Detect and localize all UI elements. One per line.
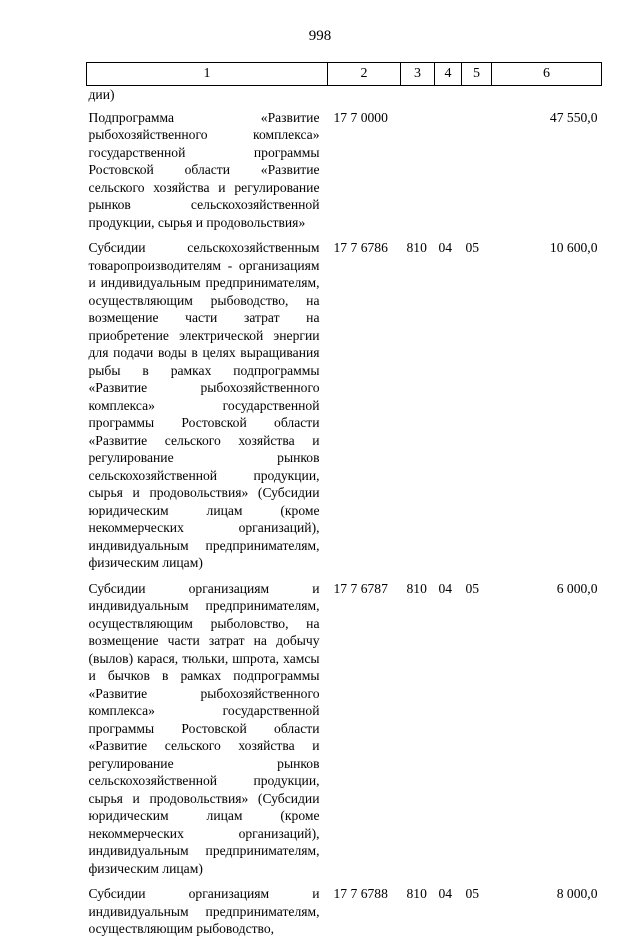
row-expense-type: 810 [406,886,427,901]
row-amount: 6 000,0 [556,580,598,596]
table-header-row [87,63,602,86]
table-row [87,234,602,575]
row-amount: 47 550,0 [549,109,598,125]
header-col-2: 2 [328,63,401,86]
row-subsection: 05 [465,580,480,596]
row-description: Подпрограмма «Развитие рыбохозяйственного комплекса» государственной программы Ростовской области «Развитие сельского хозяйства и регулирование рынков сельскохозяйственной продукции, сырья и продовольствия» [88,109,320,230]
table-row [87,104,602,235]
row-target-code: 17 7 6786 [333,240,388,255]
row-section: 04 [438,240,453,255]
table-row [87,575,602,881]
row-description: Субсидии сельскохозяйственным товаропроизводителям - организациям и индивидуальным предпринимателям, осуществляющим рыбоводство, на возмещение части затрат на приобретение электрической энергии для подачи воды в целях выращивания рыбы в рамках подпрограммы «Развитие рыбохозяйственного комплекса» государственной программы Ростовской области «Развитие сельского хозяйства и регулирование рынков сельскохозяйственной продукции, сырья и продовольствия» (Субсидии юридическим лицам (кроме некоммерческих организаций), индивидуальным предпринимателям, физическим лицам) [88,240,320,570]
continuation-row [87,86,602,104]
page-number: 998 [308,28,332,44]
row-section [435,104,462,235]
row-section: 04 [438,886,453,901]
row-description: Субсидии организациям и индивидуальным предпринимателям, осуществляющим рыболовство, на возмещение части затрат на добычу (вылов) карася, тюльки, шпрота, хамсы и бычков в рамках подпрограммы «Развитие рыбохозяйственного комплекса» государственной программы Ростовской области «Развитие сельского хозяйства и регулирование рынков сельскохозяйственной продукции, сырья и продовольствия» (Субсидии юридическим лицам (кроме некоммерческих организаций), индивидуальным предпринимателям, физическим лицам) [88,580,320,876]
row-subsection: 05 [465,886,480,901]
row-target-code: 17 7 0000 [333,109,388,125]
row-amount: 10 600,0 [549,240,598,255]
continuation-text: дии) [88,87,115,102]
row-section: 04 [438,580,453,596]
row-subsection [462,104,492,235]
row-target-code: 17 7 6787 [333,580,388,596]
budget-table [86,62,602,941]
row-amount: 8 000,0 [556,886,598,901]
table-row [87,880,602,941]
header-col-5: 5 [462,63,492,86]
row-expense-type [401,104,435,235]
row-description: Субсидии организациям и индивидуальным предпринимателям, осуществляющим рыбоводство, [88,886,320,936]
header-col-1: 1 [87,63,328,86]
header-col-4: 4 [435,63,462,86]
row-subsection: 05 [465,240,480,255]
header-col-6: 6 [492,63,602,86]
row-expense-type: 810 [406,580,427,596]
header-col-3: 3 [401,63,435,86]
row-expense-type: 810 [406,240,427,255]
row-target-code: 17 7 6788 [333,886,388,901]
